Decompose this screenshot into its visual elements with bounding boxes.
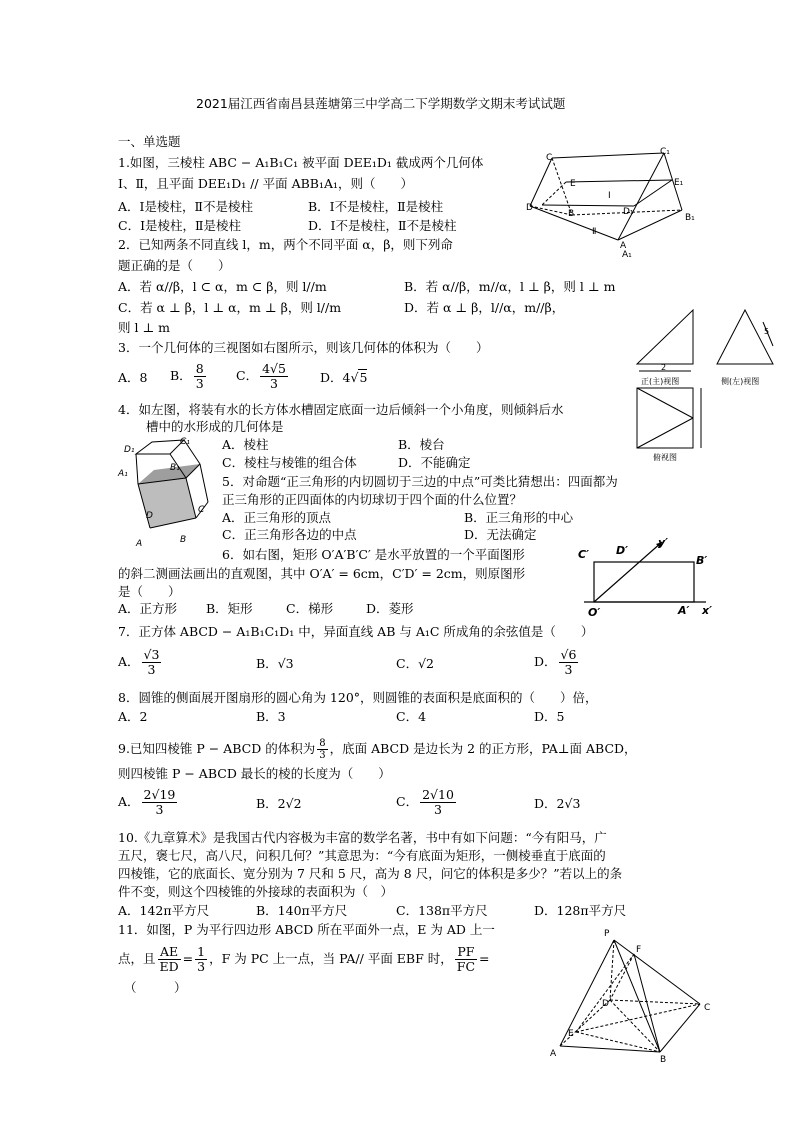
q6-stem-line3: 是（ ）: [118, 584, 181, 599]
oblique-label: B′: [696, 554, 708, 567]
prism-label: Ⅱ: [592, 227, 597, 237]
q10-stem-line4: 件不变，则这个四棱锥的外接球的表面积为（ ）: [118, 884, 394, 899]
q11-stem-line1: 11．如图，P 为平行四边形 ABCD 所在平面外一点，E 为 AD 上一: [118, 922, 495, 937]
q10-option-c: C．138π平方尺: [396, 903, 488, 918]
side-view-label: 侧(左)视图: [721, 377, 760, 386]
q7-option-b: [256, 656, 294, 672]
three-views-figure: [633, 306, 793, 466]
q10-stem-line1: 10.《九章算术》是我国古代内容极为丰富的数学名著，书中有如下问题：“今有阳马，广: [118, 830, 607, 845]
q10-option-b: B．140π平方尺: [256, 903, 348, 918]
q6-option-a: A．正方形: [118, 601, 178, 616]
q3-b-num: 8: [195, 361, 204, 376]
q9-c-num: 2√10: [422, 787, 454, 802]
q7-option-b-label: B．: [256, 656, 278, 671]
prism-label: A₁: [622, 250, 632, 260]
q9-option-c-label: C．: [396, 794, 419, 809]
q5-stem-line1: 5．对命题“正三角形的内切圆切于三边的中点”可类比猜想出：四面都为: [222, 474, 618, 489]
q10-option-d: D．128π平方尺: [534, 903, 627, 918]
section-heading: 一、单选题: [118, 134, 181, 149]
oblique-label: x′: [702, 604, 712, 617]
q11-text-a: 点，且: [118, 951, 156, 966]
q1-option-b: B．Ⅰ不是棱柱，Ⅱ是棱柱: [308, 199, 444, 214]
q5-option-b: B．正三角形的中心: [464, 510, 574, 525]
q7-option-d-label: D．: [534, 654, 557, 669]
q11-frac2-num: 1: [197, 944, 206, 959]
q2-option-d-cont: 则 l ⊥ m: [118, 320, 171, 335]
q2-stem-line2: 题正确的是（ ）: [118, 258, 231, 273]
q11-text-b: ，F 为 PC 上一点，当 PA// 平面 EBF 时，: [209, 951, 453, 966]
prism-label: C: [546, 153, 553, 163]
prism-label: D: [526, 203, 533, 213]
pyramid-label: E: [568, 1029, 574, 1039]
pyramid-label: A: [550, 1049, 557, 1059]
q7-a-den: 3: [147, 662, 156, 677]
pyramid-label: F: [636, 945, 642, 955]
prism-label: E₁: [674, 178, 684, 188]
prism-label: B: [568, 209, 575, 219]
q11-frac1-num: AE: [158, 945, 181, 960]
tank-label: B: [180, 535, 187, 545]
q9-option-b: B．2√2: [256, 796, 302, 811]
q3-option-c-label: C．: [236, 368, 259, 383]
q6-option-b: B．矩形: [206, 601, 253, 616]
q7-stem: 7．正方体 ABCD − A₁B₁C₁D₁ 中，异面直线 AB 与 A₁C 所成角的余弦值是（ ）: [118, 624, 594, 639]
q3-b-den: 3: [195, 376, 204, 391]
q8-stem: 8．圆锥的侧面展开图扇形的圆心角为 120°，则圆锥的表面积是底面积的（ ）倍，: [118, 690, 598, 705]
q5-option-a: A．正三角形的顶点: [222, 510, 332, 525]
tank-label: D: [146, 511, 153, 521]
q4-option-a: A．棱柱: [222, 437, 269, 452]
q3-d-rad: 5: [359, 370, 368, 385]
q7-c-val: √2: [418, 656, 434, 671]
q11-frac1-den: ED: [159, 959, 179, 974]
q3-stem: 3．一个几何体的三视图如右图所示，则该几何体的体积为（ ）: [118, 340, 489, 355]
oblique-label: y′: [658, 536, 669, 549]
q9-vol-den: 3: [319, 750, 326, 761]
q9-stem-line1: [118, 738, 637, 761]
prism-label: B₁: [685, 213, 695, 223]
q8-option-c: C．4: [396, 709, 427, 724]
q3-option-b: [170, 362, 208, 392]
oblique-label: A′: [678, 604, 690, 617]
q1-option-d: D．Ⅰ不是棱柱，Ⅱ不是棱柱: [308, 218, 457, 233]
page-title: 2021届江西省南昌县莲塘第三中学高二下学期数学文期末考试试题: [196, 96, 566, 111]
q11-eq2: =: [479, 951, 490, 966]
front-view-label: 正(主)视图: [641, 377, 680, 386]
q1-option-c: C．Ⅰ是棱柱，Ⅱ是棱柱: [118, 218, 241, 233]
prism-label: D₁: [623, 207, 634, 217]
q9-stem-line2: 则四棱锥 P − ABCD 最长的棱的长度为（ ）: [118, 766, 391, 781]
pyramid-label: C: [704, 1003, 711, 1013]
tank-label: A₁: [118, 469, 128, 479]
q3-c-den: 3: [270, 376, 278, 391]
q3-option-d-label: D．4: [320, 370, 351, 385]
prism-figure: [522, 148, 702, 258]
oblique-label: C′: [578, 548, 589, 561]
pyramid-label: P: [604, 929, 610, 939]
q1-option-a: A．Ⅰ是棱柱，Ⅱ不是棱柱: [118, 199, 253, 214]
q9-c-den: 3: [434, 802, 442, 817]
q11-eq: =: [182, 951, 194, 966]
q2-option-a: A．若 α//β，l ⊂ α，m ⊂ β，则 l//m: [118, 279, 327, 294]
q11-frac3-den: FC: [456, 959, 476, 974]
q11-frac3-num: PF: [455, 945, 477, 960]
q7-d-den: 3: [564, 662, 573, 677]
q5-stem-line2: 正三角形的正四面体的内切球切于四个面的什么位置？: [222, 492, 523, 507]
oblique-label: D′: [616, 544, 629, 557]
q1-stem-line2: Ⅰ、Ⅱ，且平面 DEE₁D₁ // 平面 ABB₁A₁，则（ ）: [118, 176, 414, 191]
prism-label: A: [620, 241, 627, 251]
dim-label: 5: [764, 327, 770, 336]
q8-option-b: B．3: [256, 709, 286, 724]
q9-option-d: D．2√3: [534, 796, 581, 811]
q7-option-a-label: A．: [118, 654, 140, 669]
tank-label: A: [136, 539, 143, 549]
pyramid-figure: [548, 924, 718, 1064]
q2-option-d: D．若 α ⊥ β，l//α，m//β，: [404, 300, 565, 315]
q9-option-c: [396, 788, 458, 817]
water-tank-figure: [114, 432, 214, 550]
q2-option-b: B．若 α//β，m//α，l ⊥ β，则 l ⊥ m: [404, 279, 616, 294]
tank-label: D₁: [124, 445, 135, 455]
q4-stem-line1: 4．如左图，将装有水的长方体水槽固定底面一边后倾斜一个小角度，则倾斜后水: [118, 402, 564, 417]
q7-option-c: [396, 656, 434, 672]
q6-stem-line1: 6．如右图，矩形 O′A′B′C′ 是水平放置的一个平面图形: [222, 547, 525, 562]
q5-option-d: D．无法确定: [464, 527, 537, 542]
q11-frac2-den: 3: [197, 959, 206, 974]
q4-option-d: D．不能确定: [398, 455, 471, 470]
q2-option-c: C．若 α ⊥ β，l ⊥ α，m ⊥ β，则 l//m: [118, 300, 342, 315]
q11-answer-blank: （ ）: [124, 980, 187, 995]
q1-stem-line1: 1.如图，三棱柱 ABC − A₁B₁C₁ 被平面 DEE₁D₁ 截成两个几何体: [118, 155, 484, 170]
q7-d-num: √6: [560, 647, 577, 662]
q4-stem-line2: 槽中的水形成的几何体是: [146, 419, 284, 434]
q7-a-num: √3: [143, 647, 160, 662]
q8-option-d: D．5: [534, 709, 565, 724]
pyramid-label: B: [660, 1055, 667, 1065]
tank-label: C₁: [180, 437, 190, 447]
tank-label: B₁: [170, 463, 180, 473]
pyramid-label: D: [602, 999, 609, 1009]
q8-option-a: A．2: [118, 709, 148, 724]
prism-label: Ⅰ: [608, 191, 611, 201]
oblique-projection-figure: [576, 534, 716, 620]
q9-text-a: 9.已知四棱锥 P − ABCD 的体积为: [118, 741, 316, 756]
q6-option-d: D．菱形: [366, 601, 414, 616]
dim-label: 2: [661, 363, 667, 372]
q5-option-c: C．正三角形各边的中点: [222, 527, 357, 542]
q4-option-b: B．棱台: [398, 437, 445, 452]
q7-option-d: [534, 648, 580, 677]
prism-label: C₁: [660, 147, 670, 157]
q11-stem-line2: [118, 945, 490, 974]
q4-option-c: C．棱柱与棱锥的组合体: [222, 455, 357, 470]
q6-stem-line2: 的斜二测画法画出的直观图，其中 O′A′ = 6cm，C′D′ = 2cm，则原图形: [118, 566, 526, 581]
q3-option-a: A．8: [118, 370, 148, 385]
q9-text-b: ，底面 ABCD 是边长为 2 的正方形，PA⊥面 ABCD，: [329, 741, 637, 756]
q3-option-b-label: B．: [170, 368, 192, 383]
top-view-label: 俯视图: [653, 453, 677, 462]
q7-option-c-label: C．: [396, 656, 419, 671]
q10-stem-line2: 五尺，褒七尺，高八尺，问积几何？”其意思为：“今有底面为矩形，一侧棱垂直于底面的: [118, 848, 606, 863]
tank-label: C: [198, 505, 205, 515]
q3-c-num: 4√5: [262, 361, 286, 376]
prism-label: E: [570, 179, 576, 189]
q7-b-val: √3: [277, 656, 294, 671]
q9-option-a: [118, 788, 179, 817]
oblique-label: O′: [588, 606, 601, 619]
q3-option-c: [236, 362, 290, 391]
q2-stem-line1: 2．已知两条不同直线 l，m，两个不同平面 α，β，则下列命: [118, 237, 453, 252]
q3-option-d: D．4√5: [320, 370, 368, 385]
q9-vol-num: 8: [319, 738, 326, 749]
q7-option-a: [118, 648, 163, 677]
q10-stem-line3: 四棱锥，它的底面长、宽分别为 7 尺和 5 尺，高为 8 尺，问它的体积是多少？”若以上的条: [118, 866, 623, 881]
q9-a-den: 3: [155, 802, 164, 817]
q9-option-a-label: A．: [118, 794, 140, 809]
q10-option-a: A．142π平方尺: [118, 903, 210, 918]
q6-option-c: C．梯形: [286, 601, 334, 616]
q9-a-num: 2√19: [143, 787, 176, 802]
